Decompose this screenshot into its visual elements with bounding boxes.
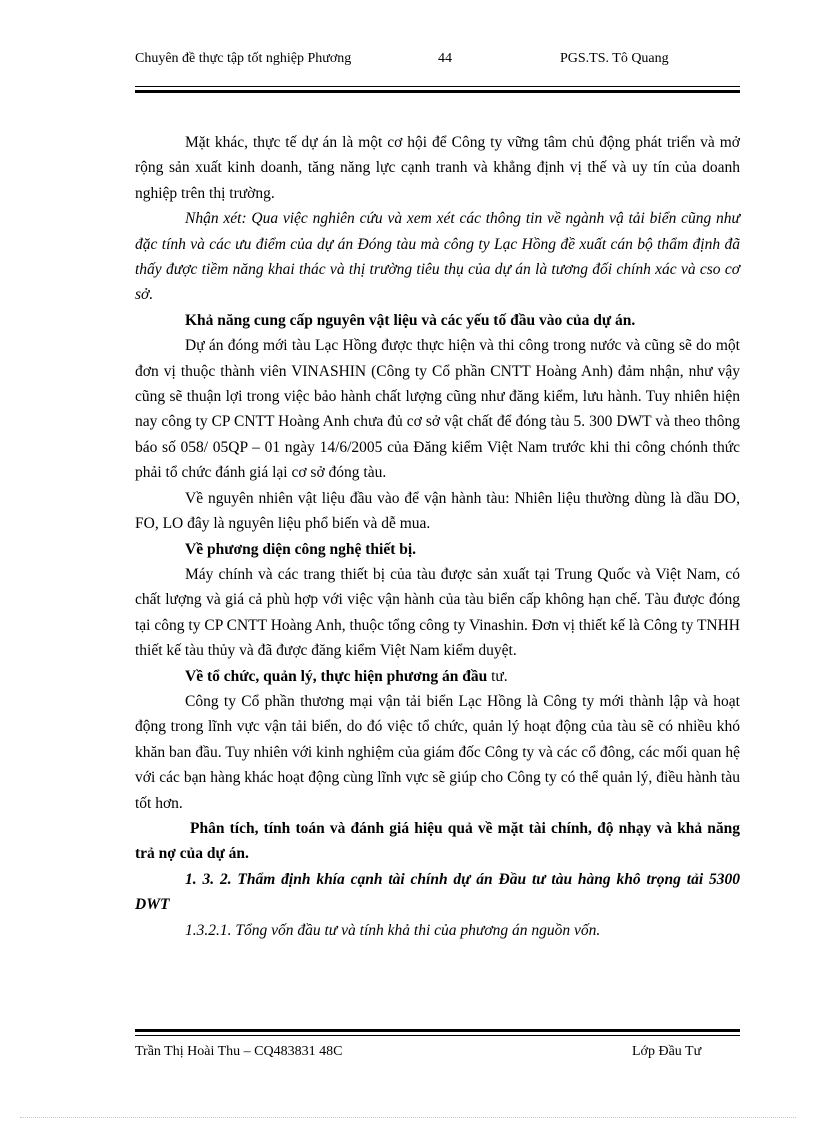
header-rule-thin: [135, 86, 740, 87]
page-number: 44: [438, 51, 452, 66]
footer-student: Trần Thị Hoài Thu – CQ483831 48C: [135, 1044, 343, 1059]
header-author: PGS.TS. Tô Quang: [560, 51, 669, 66]
page-bottom-dotted-line: [20, 1117, 796, 1118]
paragraph-assessment-remark: Nhận xét: Qua việc nghiên cứu và xem xét các thông tin về ngành vậ tải biển cũng như đặc tính và các ưu điểm của dự án Đóng tàu mà công ty Lạc Hồng đề xuất cán bộ thẩm định đã thấy được tiềm năng khai thác và thị trường tiêu thụ của dự án là tương đối chính xác và cso cơ sở.: [135, 210, 740, 304]
heading-organization-bold: Về tổ chức, quản lý, thực hiện phương án đầu: [185, 667, 488, 685]
paragraph-construction: Dự án đóng mới tàu Lạc Hồng được thực hiện và thi công trong nước và cũng sẽ do một đơn vị thuộc thành viên VINASHIN (Công ty Cổ phần CNTT Hoàng Anh) đảm nhận, như vậy cũng sẽ thuận lợi trong việc bảo hành chất lượng cũng như đăng kiểm, lưu hành. Tuy nhiên hiện nay công ty CP CNTT Hoàng Anh chưa đủ cơ sở vật chất để đóng tàu 5. 300 DWT và theo thông báo số 058/ 05QP – 01 ngày 14/6/2005 của Đăng kiểm Việt Nam trước khi thi công chónh thức phải tổ chức đánh giá lại cơ sở đóng tàu.: [135, 337, 740, 482]
header-document-title: Chuyên đề thực tập tốt nghiệp Phương: [135, 51, 352, 66]
header-rule-thick: [135, 90, 740, 93]
heading-organization: [135, 664, 740, 689]
paragraph-fuel: Về nguyên nhiên vật liệu đầu vào để vận hành tàu: Nhiên liệu thường dùng là dầu DO, FO, LO đây là nguyên liệu phổ biến và dễ mua.: [135, 489, 740, 533]
heading-financial-analysis: Phân tích, tính toán và đánh giá hiệu quả về mặt tài chính, độ nhạy và khả năng trả nợ của dự án.: [135, 819, 740, 863]
paragraph-opportunity: Mặt khác, thực tế dự án là một cơ hội để Công ty vững tâm chủ động phát triển và mở rộng sản xuất kinh doanh, tăng năng lực cạnh tranh và khẳng định vị thế và uy tín của doanh nghiệp trên thị trường.: [135, 134, 740, 202]
document-body: [135, 130, 740, 943]
heading-input-supply: Khả năng cung cấp nguyên vật liệu và các yếu tố đầu vào của dự án.: [185, 311, 636, 329]
paragraph-equipment: Máy chính và các trang thiết bị của tàu được sản xuất tại Trung Quốc và Việt Nam, có chất lượng và giá cả phù hợp với việc vận hành của tàu biển cấp không hạn chế. Tàu được đóng tại công ty CP CNTT Hoàng Anh, thuộc tổng công ty Vinashin. Đơn vị thiết kế là Công ty TNHH thiết kế tàu thủy và đã được đăng kiểm Việt Nam kiểm duyệt.: [135, 565, 740, 660]
footer-class: Lớp Đầu Tư: [632, 1044, 702, 1059]
heading-section-1-3-2-1: 1.3.2.1. Tổng vốn đầu tư và tính khả thi của phương án nguồn vốn.: [185, 921, 601, 939]
heading-organization-tail: tư.: [491, 667, 508, 685]
heading-technology: Về phương diện công nghệ thiết bị.: [185, 540, 417, 558]
footer-rule-thin: [135, 1035, 740, 1036]
heading-section-1-3-2: 1. 3. 2. Thẩm định khía cạnh tài chính dự án Đầu tư tàu hàng khô trọng tải 5300 DWT: [135, 870, 740, 914]
page-header: [135, 50, 740, 95]
footer-rule-thick: [135, 1029, 740, 1032]
paragraph-company: Công ty Cổ phần thương mại vận tải biển Lạc Hồng là Công ty mới thành lập và hoạt động trong lĩnh vực vận tải biển, do đó việc tổ chức, quản lý hoạt động của tàu sẽ có nhiều khó khăn ban đầu. Tuy nhiên với kinh nghiệm của giám đốc Công ty và các cổ đông, các mối quan hệ với các bạn hàng khác hoạt động cùng lĩnh vực sẽ giúp cho Công ty có thể quản lý, điều hành tàu tốt hơn.: [135, 692, 740, 812]
